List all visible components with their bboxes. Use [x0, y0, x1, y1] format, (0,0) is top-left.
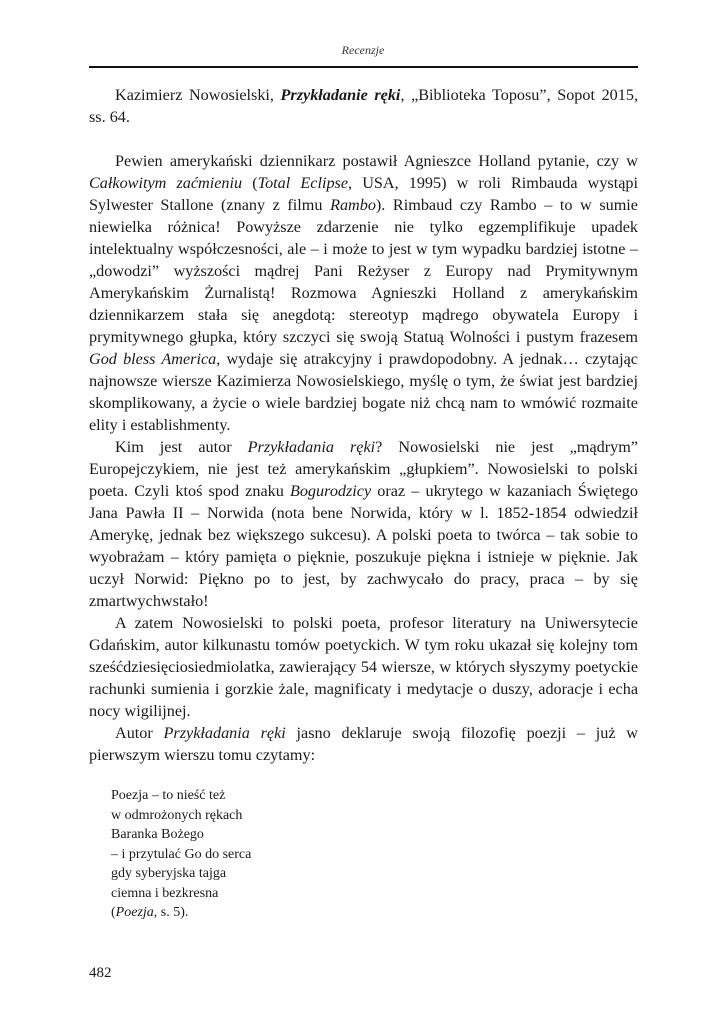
paragraph-text: , wydaje się atrakcyjny i prawdopodobny. A jednak… czytając najnowsze wiersze Kazimierza Nowosielskiego, myślę o tym, że świat jest bardziej skomplikowany, a życie o wiele bardziej bogate niż chcą nam to wmówić rozmaite elity i establishmenty. [89, 350, 638, 434]
emphasis: Rambo [330, 196, 376, 214]
paragraph-text: Kim jest autor [115, 438, 248, 456]
emphasis: Przykładania ręki [163, 724, 286, 742]
emphasis: God bless America [89, 350, 217, 368]
emphasis: Total Eclipse [257, 174, 349, 192]
poem-line: Baranka Bożego [111, 827, 204, 842]
paragraph-text: , USA, 1995) w roli Rimbauda wystąpi Sylwester Stallone (znany z filmu [89, 174, 638, 214]
emphasis: Całkowitym zaćmieniu [89, 174, 243, 192]
poem-source [111, 903, 638, 923]
paragraph-text: Pewien amerykański dziennikarz postawił Agnieszce Holland pytanie, czy w [115, 152, 638, 170]
citation-author: Kazimierz Nowosielski, [115, 86, 281, 104]
paragraph [89, 722, 638, 766]
poem-quote [111, 786, 638, 923]
poem-line: ciemna i bezkresna [111, 885, 219, 901]
page-body [89, 84, 638, 923]
emphasis: Bogurodzicy [289, 482, 372, 500]
poem-line: w odmrożonych rękach [111, 807, 243, 823]
paragraph-text: Autor [115, 724, 164, 742]
emphasis: Przykładania ręki [247, 438, 376, 456]
poem-line: – i przytulać Go do serca [111, 846, 252, 862]
paragraph-text: ). Rimbaud czy Rambo – to w sumie niewielka różnica! Powyższe zdarzenie nie tylko egzemplifikuje upadek intelektualny współczesności, ale – i może to jest w tym wypadku bardziej istotne – „dowodzi” wyższości mądrej Pani Reżyser z Europy nad Prymitywnym Amerykańskim Żurnalistą! Rozmowa Agnieszki Holland z amerykańskim dziennikarzem stała się anegdotą: stereotyp mądrego obywatela Europy i prymitywnego głupka, który szczyci się swoją Statuą Wolności i pustym frazesem [89, 196, 638, 346]
poem-line: Poezja – to nieść też [111, 788, 226, 803]
paragraph [89, 150, 638, 436]
running-head: Recenzje [341, 43, 385, 57]
citation-details: , „Biblioteka Toposu”, Sopot 2015, ss. 64. [89, 86, 638, 126]
header-rule [89, 66, 638, 68]
page-number: 482 [89, 965, 112, 981]
paragraph-text: ( [242, 174, 258, 192]
paragraph [89, 612, 638, 722]
paragraph-text: A zatem Nowosielski to polski poeta, profesor literatury na Uniwersytecie Gdańskim, autor kilkunastu tomów poetyckich. W tym roku ukazał się kolejny tom sześćdziesięciosiedmiolatka, zawierający 54 wiersze, w których słyszymy poetyckie rachunki sumienia i gorzkie żale, magnificaty i medytacje o duszy, adoracje i echa nocy wigilijnej. [89, 614, 638, 720]
poem-source-title: Poezja [115, 905, 154, 920]
citation-title: Przykładanie ręki [280, 86, 401, 104]
poem-source-page: , s. 5). [153, 905, 189, 920]
poem-line: gdy syberyjska tajga [111, 866, 227, 881]
poem-source-paren: ( [111, 905, 116, 920]
paragraph-text: jasno deklaruje swoją filozofię poezji – już w pierwszym wierszu tomu czytamy: [89, 724, 638, 764]
paragraph-text: oraz – ukrytego w kazaniach Świętego Jana Pawła II – Norwida (nota bene Norwida, który w l. 1852-1854 odwiedził Amerykę, jednak bez większego sukcesu). A polski poeta to twórca – tak sobie to wyobrażam – który pamięta o pięknie, poszukuje piękna i istnieje w pięknie. Jak uczył Norwid: Piękno po to jest, by zachwycało do pracy, praca – by się zmartwychwstało! [89, 482, 638, 610]
paragraph-text: ? Nowosielski nie jest „mądrym” Europejczykiem, nie jest też amerykańskim „głupkiem”. Nowosielski to polski poeta. Czyli ktoś spod znaku [89, 438, 638, 500]
book-citation [89, 84, 638, 128]
paragraph [89, 436, 638, 612]
